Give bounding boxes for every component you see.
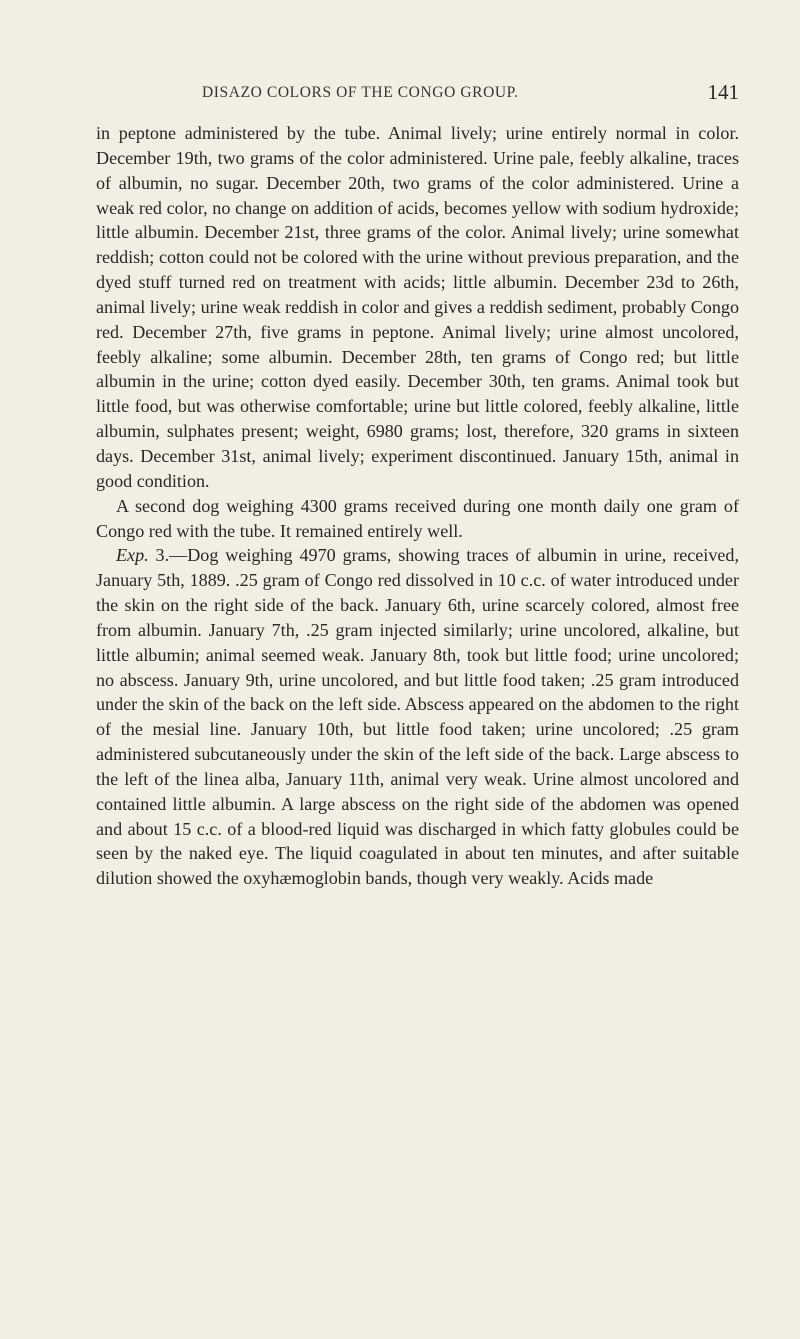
paragraph-second-dog (96, 494, 739, 544)
paragraph-text: in peptone administered by the tube. Animal lively; urine entirely normal in color. December 19th, two grams of the color administered. Urine pale, feebly alkaline, traces of albumin, no sugar. December 20th, two grams of the color administered. Urine a weak red color, no change on addition of acids, becomes yellow with sodium hydroxide; little albumin. December 21st, three grams of the color. Animal lively; urine somewhat reddish; cotton could not be colored with the urine without previous preparation, and the dyed stuff turned red on treatment with acids; little albumin. December 23d to 26th, animal lively; urine weak reddish in color and gives a reddish sediment, probably Congo red. December 27th, five grams in peptone. Animal lively; urine almost uncolored, feebly alkaline; some albumin. December 28th, ten grams of Congo red; but little albumin in the urine; cotton dyed easily. December 30th, ten grams. Animal took but little food, but was otherwise comfortable; urine but little colored, feebly alkaline, little albumin, sulphates present; weight, 6980 grams; lost, therefore, 320 grams in sixteen days. December 31st, animal lively; experiment discontinued. January 15th, animal in good condition. (96, 123, 739, 491)
running-head (96, 80, 739, 112)
running-title: DISAZO COLORS OF THE CONGO GROUP. (202, 84, 519, 101)
body-text (96, 121, 739, 891)
experiment-label: Exp. (116, 545, 149, 566)
paragraph-continuation (96, 121, 739, 494)
paragraph-text: A second dog weighing 4300 grams received during one month daily one gram of Congo red with the tube. It remained entirely well. (96, 495, 739, 541)
paragraph-experiment-3 (96, 543, 739, 891)
paragraph-text: 3.—Dog weighing 4970 grams, showing traces of albumin in urine, received, January 5th, 1889. .25 gram of Congo red dissolved in 10 c.c. of water introduced under the skin on the right side of the back. January 6th, urine scarcely colored, almost free from albumin. January 7th, .25 gram injected similarly; urine uncolored, alkaline, but little albumin; animal seemed weak. January 8th, took but little food; urine uncolored; no abscess. January 9th, urine uncolored, and but little food taken; .25 gram introduced under the skin of the back on the left side. Abscess appeared on the abdomen to the right of the mesial line. January 10th, but little food taken; urine uncolored; .25 gram administered subcutaneously under the skin of the left side of the back. Large abscess to the left of the linea alba, January 11th, animal very weak. Urine almost uncolored and contained little albumin. A large abscess on the right side of the abdomen was opened and about 15 c.c. of a blood-red liquid was discharged in which fatty globules could be seen by the naked eye. The liquid coagulated in about ten minutes, and after suitable dilution showed the oxyhæmoglobin bands, though very weakly. Acids made (96, 545, 739, 889)
page-number: 141 (707, 80, 739, 104)
